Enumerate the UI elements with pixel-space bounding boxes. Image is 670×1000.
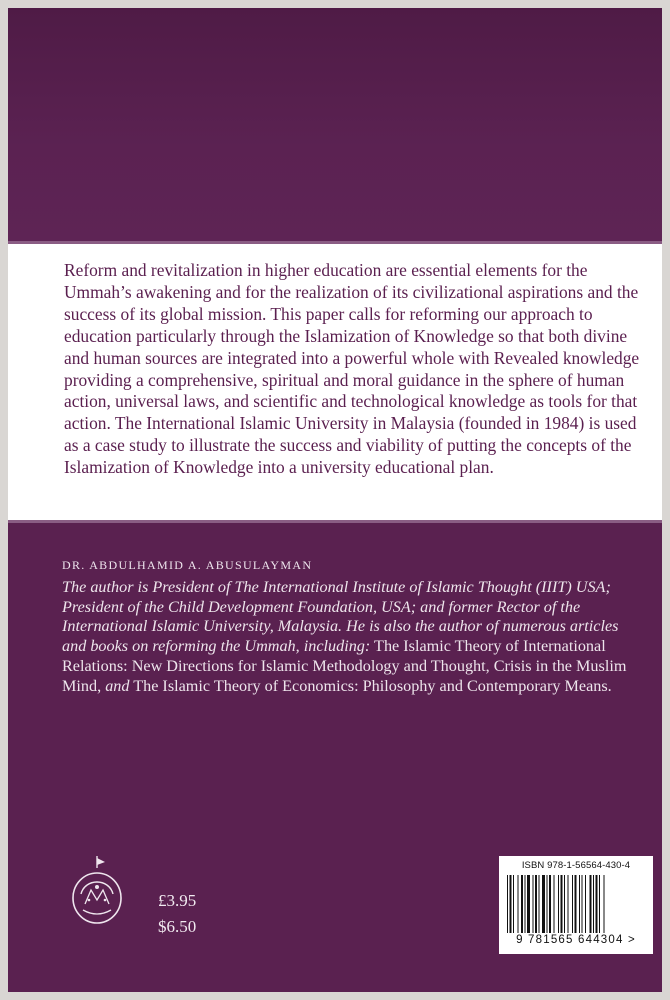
blurb-band: [8, 244, 662, 520]
barcode-bar: [510, 875, 512, 933]
author-bio: [62, 578, 642, 696]
barcode-bar: [599, 875, 600, 933]
barcode-bar: [513, 875, 514, 933]
back-cover: [8, 8, 662, 992]
barcode-bar: [558, 875, 559, 933]
barcode-bar: [575, 875, 577, 933]
barcode-bar: [582, 875, 583, 933]
barcode-bar: [547, 875, 548, 933]
bio-conjunction: and: [105, 676, 130, 695]
author-section: [62, 558, 642, 696]
barcode-bar: [564, 875, 565, 933]
barcode-bar: [585, 875, 586, 933]
author-name: DR. ABDULHAMID A. ABUSULAYMAN: [62, 558, 313, 572]
barcode-bar: [525, 875, 526, 933]
iiit-emblem-icon: [68, 854, 126, 926]
barcode-bar: [549, 875, 551, 933]
barcode-bar: [542, 875, 545, 933]
barcode-bar: [561, 875, 563, 933]
blurb-text: Reform and revitalization in higher education are essential elements for the Ummah’s awakening and for the realization of its civilizational aspirations and the success of its global mission. This paper calls for reforming our approach to education particularly through the Islamization of Knowledge so that both divine and human sources are integrated into a powerful whole with Revealed knowledge providing a comprehensive, spiritual and moral guidance in the sphere of human action, universal laws, and scientific and technological knowledge as tools for that action. The International Islamic University in Malaysia (founded in 1984) is used as a case study to illustrate the success and viability of putting the concepts of the Islamization of Knowledge into a university educational plan.: [64, 260, 640, 478]
barcode-bar: [593, 875, 594, 933]
barcode-bar: [521, 875, 523, 933]
barcode-bar: [604, 875, 605, 933]
barcode-icon: [505, 875, 647, 935]
barcode-bar: [539, 875, 540, 933]
barcode-bar: [596, 875, 598, 933]
barcode-bar: [579, 875, 580, 933]
bio-intro: The author is President of The International Institute of Islamic Thought (IIIT) USA; President of the Child Development Foundation, USA; and former Rector of the International Islamic University, Malaysia. He is also the author of numerous articles and books on reforming the Ummah, including:: [62, 578, 619, 656]
price-usd: $6.50: [158, 917, 197, 936]
barcode-bar: [533, 875, 534, 933]
price-list: [158, 888, 196, 940]
cover-top-panel: [8, 8, 662, 241]
divider-bottom: [8, 520, 662, 523]
barcode-bar: [568, 875, 569, 933]
barcode-bar: [527, 875, 530, 933]
barcode-bar: [518, 875, 519, 933]
barcode-bar: [590, 875, 592, 933]
barcode-digits: 9 781565 644304 >: [516, 934, 636, 946]
price-gbp: £3.95: [158, 891, 197, 910]
bio-titles-1: The Islamic Theory of International Relations: New Directions for Islamic Methodology and Thought, Crisis in the Muslim Mind,: [62, 637, 627, 695]
isbn-label: ISBN 978-1-56564-430-4: [521, 860, 631, 871]
barcode-bar: [572, 875, 573, 933]
barcode-bar: [554, 875, 555, 933]
barcode-bar: [507, 875, 508, 933]
barcode-bar: [535, 875, 537, 933]
barcode-panel: [499, 856, 653, 954]
bio-titles-2: The Islamic Theory of Economics: Philosophy and Contemporary Means.: [129, 676, 612, 695]
